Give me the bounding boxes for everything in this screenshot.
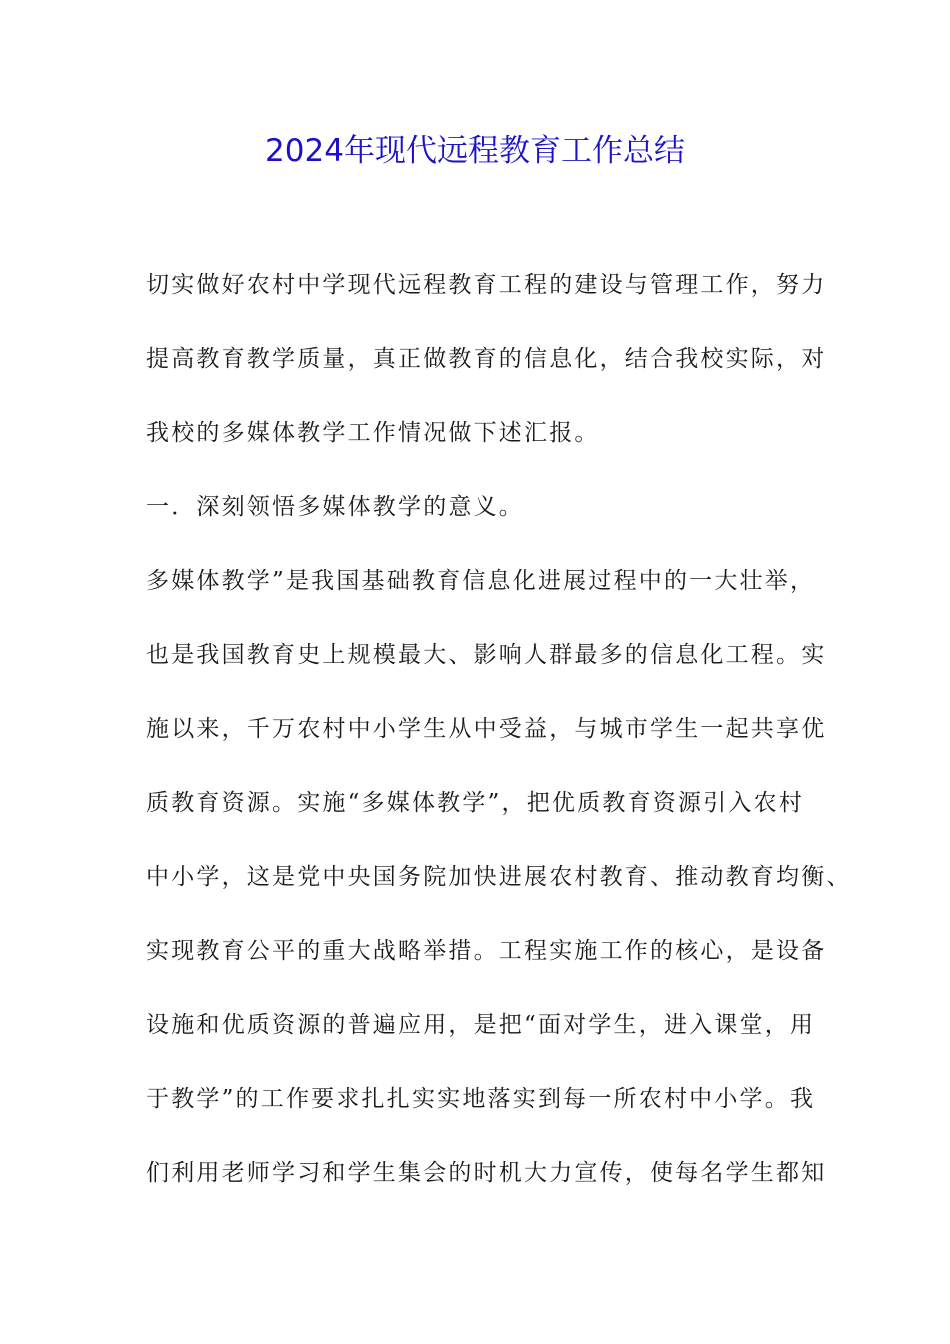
body-line: 我校的多媒体教学工作情况做下述汇报。	[146, 420, 600, 446]
body-line: 施以来，千万农村中小学生从中受益，与城市学生一起共享优	[146, 716, 827, 742]
body-line: 设施和优质资源的普遍应用，是把“面对学生，进入课堂，用	[146, 1012, 816, 1038]
body-line: 们利用老师学习和学生集会的时机大力宣传，使每名学生都知	[146, 1160, 827, 1186]
document-body	[146, 262, 852, 1224]
document-title: 2024年现代远程教育工作总结	[265, 133, 685, 169]
body-line: 中小学，这是党中央国务院加快进展农村教育、推动教育均衡、	[146, 864, 852, 890]
body-line: 也是我国教育史上规模最大、影响人群最多的信息化工程。实	[146, 642, 827, 668]
body-line: 提高教育教学质量，真正做教育的信息化，结合我校实际，对	[146, 346, 827, 372]
body-line: 实现教育公平的重大战略举措。工程实施工作的核心，是设备	[146, 938, 827, 964]
body-line: 于教学”的工作要求扎扎实实地落实到每一所农村中小学。我	[146, 1086, 816, 1112]
body-line: 多媒体教学”是我国基础教育信息化进展过程中的一大壮举，	[146, 568, 816, 594]
body-line: 切实做好农村中学现代远程教育工程的建设与管理工作，努力	[146, 272, 827, 298]
section-heading: 一．深刻领悟多媒体教学的意义。	[146, 494, 524, 520]
body-line: 质教育资源。实施“多媒体教学”，把优质教育资源引入农村	[146, 790, 804, 816]
